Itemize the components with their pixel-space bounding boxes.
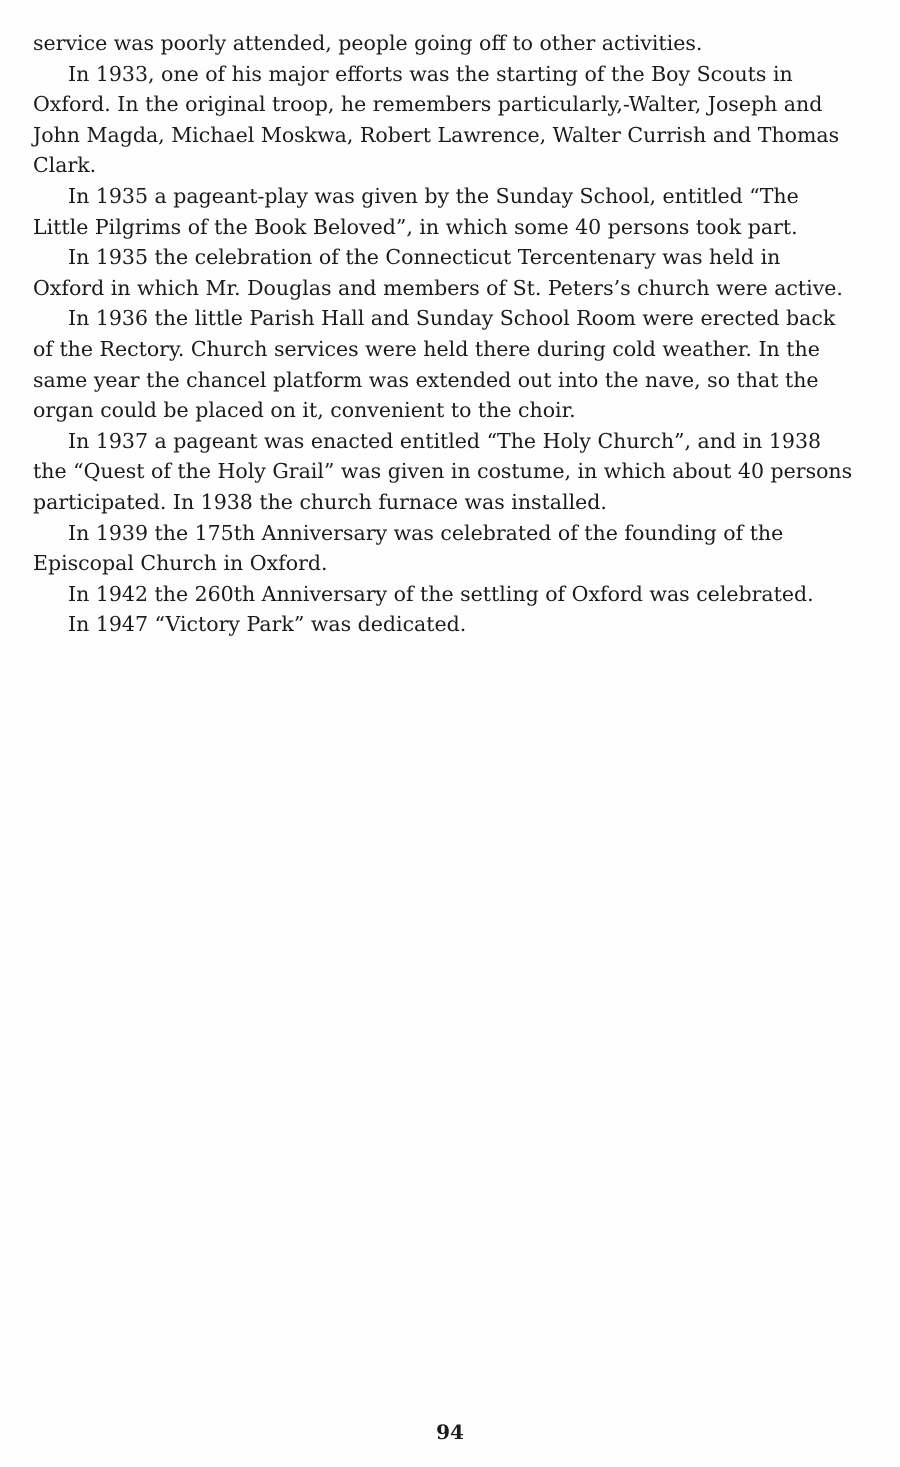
paragraph-tercentenary-1935: In 1935 the celebration of the Connecticut Tercentenary was held in Oxford in which Mr. Douglas and members of St. Peters’s church were active.: [33, 245, 843, 300]
paragraph-anniversary-1942: In 1942 the 260th Anniversary of the settling of Oxford was celebrated.: [68, 581, 814, 606]
page-number: 94: [436, 1420, 464, 1444]
paragraph-parish-hall-1936: In 1936 the little Parish Hall and Sunday School Room were erected back of the Rectory. Church services were held there during cold weather. In the same year the chancel platform was extended out into the nave, so that the organ could be placed on it, convenient to the choir.: [33, 306, 836, 423]
paragraph-victory-park-1947: In 1947 “Victory Park” was dedicated.: [68, 612, 467, 637]
paragraph-anniversary-1939: In 1939 the 175th Anniversary was celebrated of the founding of the Episcopal Church in Oxford.: [33, 520, 784, 576]
paragraph-boy-scouts-1933: In 1933, one of his major efforts was the starting of the Boy Scouts in Oxford. In the original troop, he remembers particularly,-Walter, Joseph and John Magda, Michael Moskwa, Robert Lawrence, Walter Currish and Thomas Clark.: [33, 61, 840, 178]
paragraph-pageant-play-1935: In 1935 a pageant-play was given by the Sunday School, entitled “The Little Pilgrims of the Book Beloved”, in which some 40 persons took part.: [33, 183, 799, 239]
paragraph-continuation: service was poorly attended, people going off to other activities.: [33, 31, 703, 55]
paragraph-pageants-1937-1938: In 1937 a pageant was enacted entitled “The Holy Church”, and in 1938 the “Quest of the Holy Grail” was given in costume, in which about 40 persons participated. In 1938 the church furnace was installed.: [33, 428, 853, 514]
body-text: [33, 28, 858, 640]
